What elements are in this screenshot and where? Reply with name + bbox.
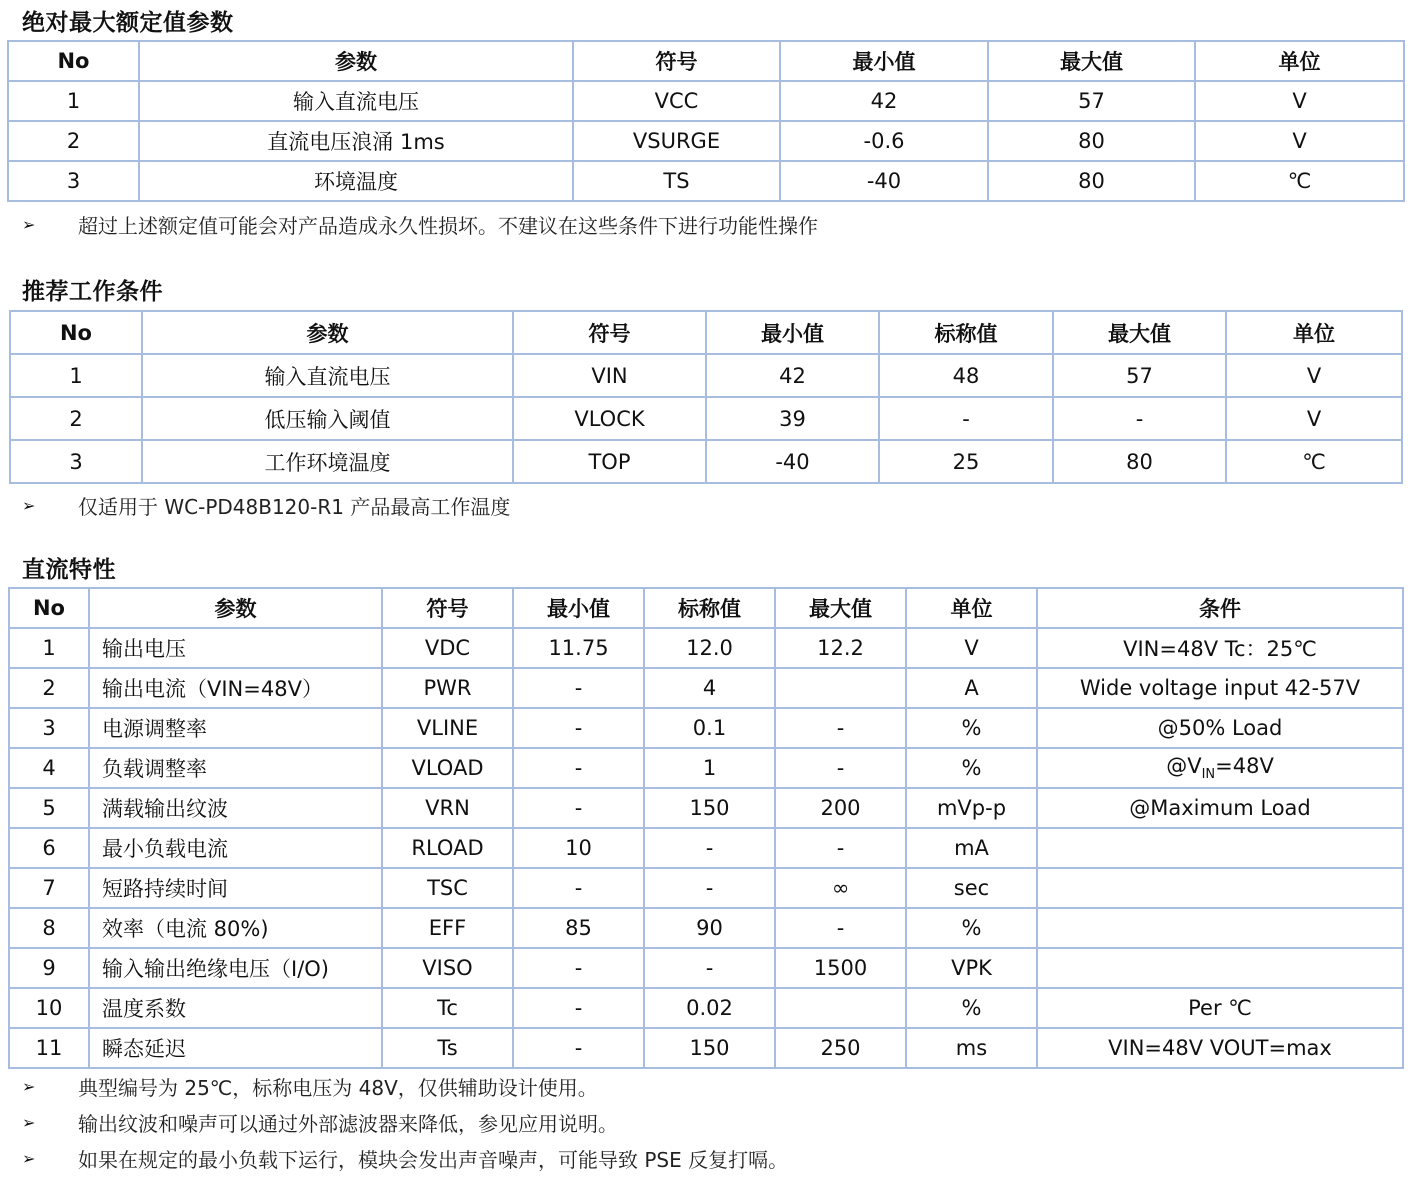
table-cell: Wide voltage input 42-57V: [1037, 668, 1403, 708]
table-cell: V: [1195, 121, 1404, 161]
table-cell: 7: [9, 868, 89, 908]
table-cell: 4: [9, 748, 89, 788]
column-header: 单位: [1195, 41, 1404, 81]
note-text: 典型编号为 25℃，标称电压为 48V，仅供辅助设计使用。: [78, 1075, 598, 1100]
table-cell: 8: [9, 908, 89, 948]
column-header: 最小值: [780, 41, 988, 81]
table-cell: [775, 988, 906, 1028]
table-cell: -: [513, 668, 644, 708]
table-cell: [775, 668, 906, 708]
table-cell: 电源调整率: [89, 708, 382, 748]
table-row: [9, 868, 1403, 908]
table-cell: 80: [1053, 440, 1226, 483]
table-cell: [1037, 948, 1403, 988]
table-cell: 85: [513, 908, 644, 948]
table-cell: VIN=48V VOUT=max: [1037, 1028, 1403, 1068]
table-cell: 输出电压: [89, 628, 382, 668]
table-cell: A: [906, 668, 1037, 708]
table-cell: TOP: [513, 440, 706, 483]
table-cell: 200: [775, 788, 906, 828]
table-cell: 2: [9, 668, 89, 708]
table-cell: 80: [988, 161, 1195, 201]
arrow-bullet-icon: ➢: [22, 1148, 36, 1168]
table-cell: 环境温度: [139, 161, 573, 201]
column-header: 符号: [573, 41, 780, 81]
table-cell: @50% Load: [1037, 708, 1403, 748]
table-cell: [1037, 828, 1403, 868]
table-cell: VPK: [906, 948, 1037, 988]
table-cell: 0.1: [644, 708, 775, 748]
table-cell: TSC: [382, 868, 513, 908]
table-cell: 12.2: [775, 628, 906, 668]
column-header: 标称值: [644, 588, 775, 628]
table-cell: PWR: [382, 668, 513, 708]
table-cell: 满载输出纹波: [89, 788, 382, 828]
column-header: 参数: [89, 588, 382, 628]
table-cell: VCC: [573, 81, 780, 121]
column-header: 符号: [513, 311, 706, 354]
condition-subscript: IN: [1201, 767, 1216, 783]
table-cell: 3: [9, 708, 89, 748]
table-row: [8, 121, 1404, 161]
table-cell: 80: [988, 121, 1195, 161]
condition-suffix: =48V: [1215, 753, 1274, 778]
table-cell: ℃: [1226, 440, 1402, 483]
table-cell: 150: [644, 788, 775, 828]
table-cell: [1037, 908, 1403, 948]
column-header: 最大值: [775, 588, 906, 628]
table-cell: 输入输出绝缘电压（I/O): [89, 948, 382, 988]
table-cell: -: [775, 828, 906, 868]
table-cell: VLOAD: [382, 748, 513, 788]
table-row: [8, 81, 1404, 121]
note-item: [22, 206, 818, 242]
abs-max-table: [7, 40, 1405, 202]
column-header: 最大值: [988, 41, 1195, 81]
table-row: [8, 161, 1404, 201]
column-header: No: [9, 588, 89, 628]
table-cell: Ts: [382, 1028, 513, 1068]
table-row: [9, 628, 1403, 668]
table-cell: 10: [513, 828, 644, 868]
table-cell: 1: [8, 81, 139, 121]
table-cell: -: [513, 948, 644, 988]
column-header: 最大值: [1053, 311, 1226, 354]
note-item: [22, 487, 510, 523]
table-cell: 12.0: [644, 628, 775, 668]
table-cell: VLOCK: [513, 397, 706, 440]
table-cell: 1: [9, 628, 89, 668]
table-cell: ∞: [775, 868, 906, 908]
table-cell: VISO: [382, 948, 513, 988]
column-header: 符号: [382, 588, 513, 628]
table-cell: -: [513, 748, 644, 788]
table-header-row: [8, 41, 1404, 81]
column-header: 最小值: [706, 311, 879, 354]
arrow-bullet-icon: ➢: [22, 495, 36, 515]
note-item: [22, 1140, 788, 1176]
table-cell: 39: [706, 397, 879, 440]
table-header-row: [10, 311, 1402, 354]
table-cell: ℃: [1195, 161, 1404, 201]
table-cell: -40: [706, 440, 879, 483]
table-cell: [1037, 868, 1403, 908]
dc-title: 直流特性: [22, 557, 116, 583]
table-row: [9, 748, 1403, 788]
table-cell: sec: [906, 868, 1037, 908]
table-cell: 3: [8, 161, 139, 201]
recommended-title: 推荐工作条件: [22, 279, 163, 305]
note-text: 超过上述额定值可能会对产品造成永久性损坏。不建议在这些条件下进行功能性操作: [78, 213, 818, 238]
note-text: 如果在规定的最小负载下运行，模块会发出声音噪声，可能导致 PSE 反复打嗝。: [78, 1147, 789, 1172]
table-cell: 3: [10, 440, 142, 483]
table-row: [10, 397, 1402, 440]
table-cell: 2: [8, 121, 139, 161]
table-cell: 直流电压浪涌 1ms: [139, 121, 573, 161]
table-cell: -: [513, 788, 644, 828]
table-cell: 1: [644, 748, 775, 788]
table-cell: 150: [644, 1028, 775, 1068]
table-cell: -0.6: [780, 121, 988, 161]
table-cell: -: [644, 868, 775, 908]
dc-table: [8, 587, 1404, 1069]
table-cell: mVp-p: [906, 788, 1037, 828]
table-cell: 57: [988, 81, 1195, 121]
table-row: [9, 948, 1403, 988]
table-row: [9, 988, 1403, 1028]
table-cell: -: [879, 397, 1053, 440]
table-cell: [1037, 748, 1403, 788]
column-header: 条件: [1037, 588, 1403, 628]
table-cell: V: [1226, 397, 1402, 440]
table-cell: %: [906, 988, 1037, 1028]
table-cell: 25: [879, 440, 1053, 483]
column-header: No: [10, 311, 142, 354]
table-cell: 温度系数: [89, 988, 382, 1028]
table-cell: 4: [644, 668, 775, 708]
table-cell: -: [513, 1028, 644, 1068]
table-row: [9, 828, 1403, 868]
note-text: 仅适用于 WC-PD48B120-R1 产品最高工作温度: [78, 494, 511, 519]
note-item: [22, 1104, 788, 1140]
table-cell: 5: [9, 788, 89, 828]
table-cell: 瞬态延迟: [89, 1028, 382, 1068]
column-header: 单位: [1226, 311, 1402, 354]
table-cell: %: [906, 708, 1037, 748]
table-cell: -: [1053, 397, 1226, 440]
note-item: [22, 1068, 788, 1104]
table-row: [9, 788, 1403, 828]
table-cell: %: [906, 908, 1037, 948]
table-cell: 输入直流电压: [142, 354, 513, 397]
table-row: [9, 908, 1403, 948]
table-cell: VDC: [382, 628, 513, 668]
abs-max-notes: [22, 206, 818, 242]
table-cell: mA: [906, 828, 1037, 868]
table-cell: EFF: [382, 908, 513, 948]
table-cell: 负载调整率: [89, 748, 382, 788]
table-cell: 短路持续时间: [89, 868, 382, 908]
table-row: [9, 1028, 1403, 1068]
condition-prefix: @V: [1166, 753, 1202, 778]
dc-notes: [22, 1068, 788, 1176]
table-cell: 11: [9, 1028, 89, 1068]
table-cell: %: [906, 748, 1037, 788]
table-cell: -: [513, 708, 644, 748]
table-cell: 效率（电流 80%): [89, 908, 382, 948]
table-cell: Tc: [382, 988, 513, 1028]
note-text: 输出纹波和噪声可以通过外部滤波器来降低，参见应用说明。: [78, 1111, 618, 1136]
table-cell: -40: [780, 161, 988, 201]
table-cell: 1500: [775, 948, 906, 988]
table-cell: 低压输入阈值: [142, 397, 513, 440]
table-cell: VRN: [382, 788, 513, 828]
table-header-row: [9, 588, 1403, 628]
table-cell: 输入直流电压: [139, 81, 573, 121]
table-row: [9, 668, 1403, 708]
table-cell: 48: [879, 354, 1053, 397]
column-header: 参数: [142, 311, 513, 354]
column-header: 单位: [906, 588, 1037, 628]
arrow-bullet-icon: ➢: [22, 214, 36, 234]
table-cell: 1: [10, 354, 142, 397]
table-cell: TS: [573, 161, 780, 201]
table-cell: -: [644, 828, 775, 868]
column-header: No: [8, 41, 139, 81]
table-cell: 0.02: [644, 988, 775, 1028]
arrow-bullet-icon: ➢: [22, 1076, 36, 1096]
column-header: 参数: [139, 41, 573, 81]
table-cell: -: [775, 708, 906, 748]
table-cell: -: [775, 748, 906, 788]
table-cell: VIN: [513, 354, 706, 397]
table-cell: V: [906, 628, 1037, 668]
table-cell: 最小负载电流: [89, 828, 382, 868]
abs-max-title: 绝对最大额定值参数: [22, 10, 234, 36]
column-header: 标称值: [879, 311, 1053, 354]
table-cell: 42: [780, 81, 988, 121]
table-cell: 6: [9, 828, 89, 868]
table-cell: 2: [10, 397, 142, 440]
table-cell: VIN=48V Tc：25℃: [1037, 628, 1403, 668]
table-cell: 工作环境温度: [142, 440, 513, 483]
table-cell: @Maximum Load: [1037, 788, 1403, 828]
table-cell: 输出电流（VIN=48V）: [89, 668, 382, 708]
table-cell: -: [513, 988, 644, 1028]
table-cell: 10: [9, 988, 89, 1028]
table-cell: 57: [1053, 354, 1226, 397]
table-cell: VLINE: [382, 708, 513, 748]
recommended-notes: [22, 487, 510, 523]
table-cell: -: [513, 868, 644, 908]
table-cell: V: [1195, 81, 1404, 121]
table-cell: VSURGE: [573, 121, 780, 161]
table-cell: -: [775, 908, 906, 948]
table-cell: 42: [706, 354, 879, 397]
table-cell: 90: [644, 908, 775, 948]
table-cell: 11.75: [513, 628, 644, 668]
table-cell: RLOAD: [382, 828, 513, 868]
table-cell: 9: [9, 948, 89, 988]
table-cell: V: [1226, 354, 1402, 397]
table-cell: ms: [906, 1028, 1037, 1068]
table-row: [10, 440, 1402, 483]
arrow-bullet-icon: ➢: [22, 1112, 36, 1132]
table-cell: 250: [775, 1028, 906, 1068]
recommended-table: [9, 310, 1403, 484]
table-row: [9, 708, 1403, 748]
column-header: 最小值: [513, 588, 644, 628]
table-row: [10, 354, 1402, 397]
table-cell: Per ℃: [1037, 988, 1403, 1028]
table-cell: -: [644, 948, 775, 988]
